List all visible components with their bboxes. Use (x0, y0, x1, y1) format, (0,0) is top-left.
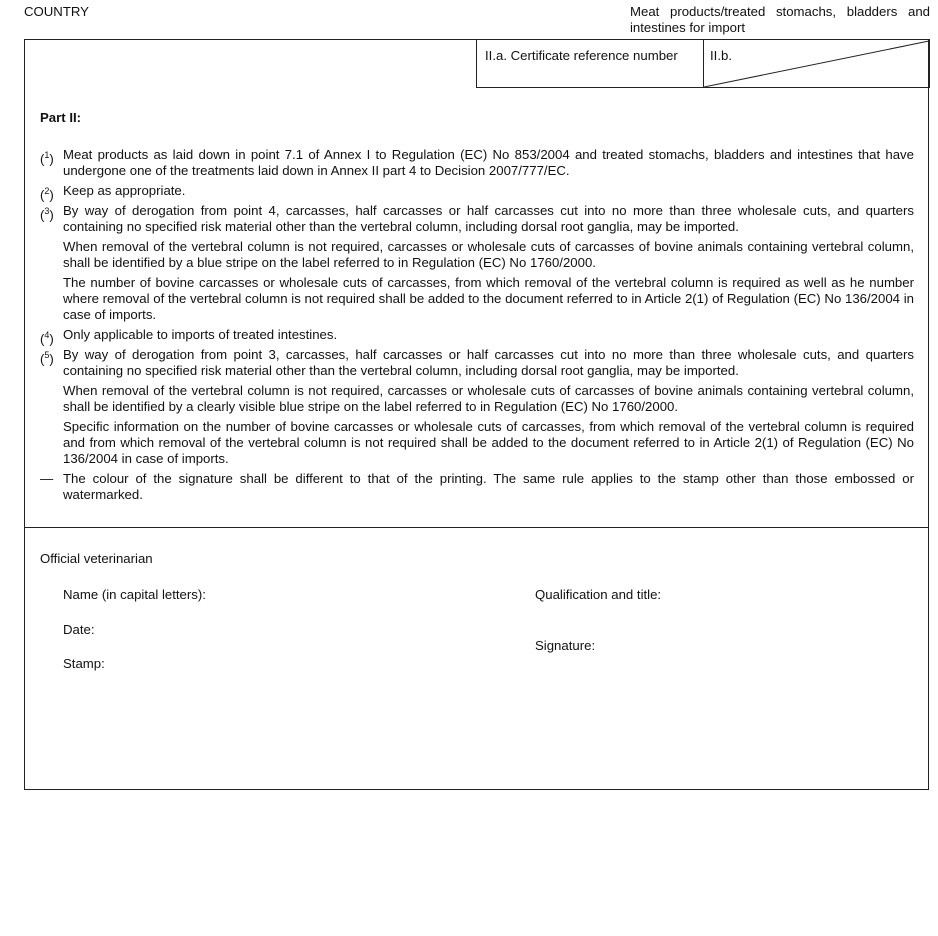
qualification-label: Qualification and title: (535, 587, 662, 602)
note-text: Specific information on the number of bovine carcasses or wholesale cuts of carcasses, from which removal of the vertebral column is required and from which removal of the vertebral column is not required shall be added to the document referred to in Article 2(1) of Regulation (EC) No 136/2004 in case of imports. (63, 419, 914, 466)
reference-box (476, 39, 930, 88)
note-text: By way of derogation from point 3, carcasses, half carcasses or half carcasses cut into no more than three wholesale cuts, and quarters containing no specified risk material other than the vertebral column, including dorsal root ganglia, may be imported. (63, 347, 914, 378)
note-marker: ($^1$) (40, 150, 54, 167)
note-1 (40, 147, 914, 179)
note-text: When removal of the vertebral column is not required, carcasses or wholesale cuts of carcasses of bovine animals containing vertebral column, shall be identified by a blue stripe on the label referred to in Regulation (EC) No 1760/2000. (63, 239, 914, 270)
note-text: The number of bovine carcasses or wholesale cuts of carcasses, from which removal of the vertebral column is required as well as he number where removal of the vertebral column is not required shall be added to the document referred to in Article 2(1) of Regulation (EC) No 136/2004 in case of imports. (63, 275, 914, 322)
note-4 (40, 327, 914, 347)
note-marker: ($^5$) (40, 350, 54, 367)
note-5 (40, 347, 914, 467)
note-text: When removal of the vertebral column is not required, carcasses or wholesale cuts of carcasses of bovine animals containing vertebral column, shall be identified by a clearly visible blue stripe on the label referred to in Regulation (EC) No 1760/2000. (63, 383, 914, 414)
stamp-label: Stamp: (63, 656, 105, 671)
certificate-reference-field[interactable] (477, 40, 704, 87)
note-3 (40, 203, 914, 323)
note-text: Meat products as laid down in point 7.1 of Annex I to Regulation (EC) No 853/2004 and treated stomachs, bladders and intestines that have undergone one of the treatments laid down in Annex II part 4 to Decision 2007/777/EC. (63, 147, 914, 178)
note-text: The colour of the signature shall be different to that of the printing. The same rule applies to the stamp other than those embossed or watermarked. (63, 471, 914, 502)
iib-label: II.b. (710, 48, 732, 63)
note-marker: ($^3$) (40, 206, 54, 223)
note-2 (40, 183, 914, 203)
date-label: Date: (63, 622, 95, 637)
note-text: Only applicable to imports of treated intestines. (63, 327, 338, 342)
iib-field[interactable] (704, 40, 929, 87)
signature-label: Signature: (535, 638, 596, 653)
notes-list (40, 147, 914, 507)
note-final (40, 471, 914, 503)
official-veterinarian-title: Official veterinarian (40, 551, 153, 566)
certificate-reference-label: II.a. Certificate reference number (485, 48, 678, 63)
note-dash-marker: — (40, 471, 54, 486)
country-label: COUNTRY (24, 4, 89, 19)
part-title: Part II: (40, 110, 82, 125)
section-divider (24, 527, 929, 528)
note-marker: ($^2$) (40, 186, 54, 203)
product-title: Meat products/treated stomachs, bladders and intestines for import (630, 4, 930, 35)
note-text: By way of derogation from point 4, carcasses, half carcasses or half carcasses cut into no more than three wholesale cuts, and quarters containing no specified risk material other than the vertebral column, including dorsal root ganglia, may be imported. (63, 203, 914, 234)
name-label: Name (in capital letters): (63, 587, 206, 602)
note-text: Keep as appropriate. (63, 183, 186, 198)
note-marker: ($^4$) (40, 330, 54, 347)
